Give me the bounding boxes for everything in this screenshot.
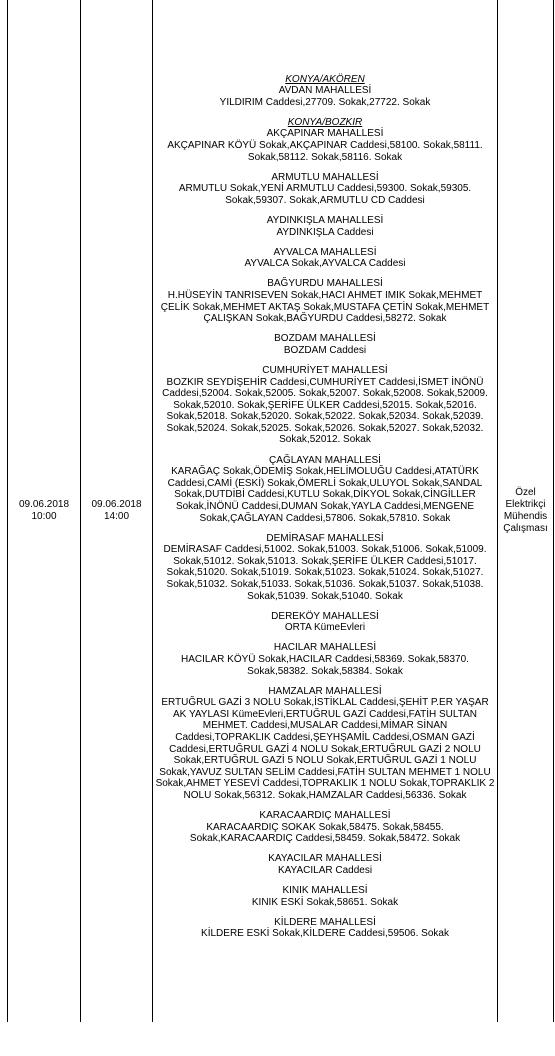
neighborhood-block: [153, 533, 497, 603]
neighborhood-name: AKÇAPINAR MAHALLESİ: [266, 128, 384, 140]
start-datetime-cell: [8, 0, 81, 1022]
street-list-line: Sokak,ÇAĞLAYAN Caddesi,57806. Sokak,57810. Sokak: [199, 512, 451, 524]
neighborhood-block: [153, 172, 497, 207]
street-list-line: AK YAYLASI KümeEvleri,ERTUĞRUL GAZİ Caddesi,FATİH SULTAN: [173, 708, 477, 720]
neighborhood-name: KARACAARDIÇ MAHALLESİ: [259, 810, 391, 822]
street-list-line: Sokak,52024. Sokak,52025. Sokak,52026. Sokak,52027. Sokak,52032.: [166, 422, 484, 434]
neighborhood-name: ARMUTLU MAHALLESİ: [271, 171, 379, 183]
description-line: Mühendis: [503, 511, 548, 522]
street-list-line: Sokak,52018. Sokak,52020. Sokak,52022. Sokak,52034. Sokak,52039.: [166, 411, 484, 423]
neighborhood-block: [153, 333, 497, 356]
street-list-line: Caddesi,CAMİ (ESKİ) Sokak,ÖMERLİ Sokak,ULUYOL Sokak,SANDAL: [167, 477, 483, 489]
neighborhood-name: DEMİRASAF MAHALLESİ: [266, 532, 384, 544]
neighborhood-name: KINIK MAHALLESİ: [282, 885, 368, 897]
street-list-line: ERTUĞRUL GAZİ 3 NOLU Sokak,İSTİKLAL Caddesi,ŞEHİT P.ER YAŞAR: [161, 697, 489, 709]
neighborhood-name: AYDINKIŞLA MAHALLESİ: [266, 214, 384, 226]
street-list-line: Sokak,52012. Sokak: [279, 434, 371, 446]
street-list-line: Sokak,52010. Sokak,ŞERİFE ÜLKER Caddesi,52015. Sokak,52016.: [173, 399, 477, 411]
street-list-line: ARMUTLU Sokak,YENİ ARMUTLU Caddesi,59300. Sokak,59305.: [178, 183, 472, 195]
neighborhood-name: BOZDAM MAHALLESİ: [274, 333, 376, 345]
neighborhood-name: HAMZALAR MAHALLESİ: [268, 685, 382, 697]
street-list-line: Sokak,51039. Sokak,51040. Sokak: [247, 590, 403, 602]
street-list-line: BOZKIR SEYDİŞEHİR Caddesi,CUMHURİYET Caddesi,İSMET İNÖNÜ: [166, 376, 484, 388]
neighborhood-name: BAĞYURDU MAHALLESİ: [267, 278, 383, 290]
neighborhood-name: DEREKÖY MAHALLESİ: [271, 610, 379, 622]
end-time: 14:00: [103, 511, 130, 522]
street-list-line: Sokak,58382. Sokak,58384. Sokak: [247, 665, 403, 677]
neighborhood-block: [153, 853, 497, 876]
neighborhood-name: KAYACILAR MAHALLESİ: [268, 853, 382, 865]
district-heading: KONYA/AKÖREN: [285, 73, 365, 85]
neighborhood-block: [153, 85, 497, 108]
street-list-line: MEHMET. Caddesi,MUSALAR Caddesi,MİMAR SİNAN: [202, 720, 448, 732]
street-list-line: KINIK ESKİ Sokak,58651. Sokak: [251, 896, 399, 908]
street-list-line: BOZDAM Caddesi: [283, 344, 367, 356]
district-heading: KONYA/BOZKIR: [287, 116, 363, 128]
neighborhood-block: [153, 215, 497, 238]
neighborhood-block: [153, 686, 497, 802]
neighborhood-block: [153, 885, 497, 908]
neighborhood-block: [153, 810, 497, 845]
street-list-line: NOLU Sokak,56312. Sokak,HAMZALAR Caddesi,56336. Sokak: [183, 790, 467, 802]
street-list-line: Sokak,58112. Sokak,58116. Sokak: [247, 151, 403, 163]
neighborhood-name: AVDAN MAHALLESİ: [278, 85, 372, 97]
street-list-line: Sokak,İNÖNÜ Caddesi,DUMAN Sokak,YAYLA Caddesi,MENGENE: [175, 500, 475, 512]
street-list-line: KİLDERE ESKİ Sokak,KİLDERE Caddesi,59506. Sokak: [201, 928, 449, 940]
neighborhood-block: [153, 611, 497, 634]
end-date: 09.06.2018: [91, 499, 142, 510]
neighborhood-block: [153, 278, 497, 324]
outage-table: [7, 0, 554, 1022]
street-list-line: AYDINKIŞLA Caddesi: [276, 226, 374, 238]
description-line: Özel: [515, 487, 536, 498]
start-time: 10:00: [31, 511, 57, 522]
street-list-line: Sokak,KARACAARDIÇ Caddesi,58459. Sokak,58472. Sokak: [189, 833, 461, 845]
street-list-line: Sokak,51020. Sokak,51019. Sokak,51023. Sokak,51024. Sokak,51027.: [166, 567, 484, 579]
neighborhood-block: [153, 642, 497, 677]
neighborhood-name: HACILAR MAHALLESİ: [273, 642, 377, 654]
end-datetime-cell: [81, 0, 153, 1022]
neighborhood-name: KİLDERE MAHALLESİ: [274, 916, 376, 928]
description-cell: [498, 0, 554, 1022]
street-list-line: Caddesi,TOPRAKLIK Caddesi,ŞEYHŞAMİL Caddesi,OSMAN GAZİ: [175, 732, 475, 744]
street-list-line: Sokak,51032. Sokak,51033. Sokak,51036. Sokak,51037. Sokak,51038.: [166, 579, 484, 591]
neighborhood-block: [153, 365, 497, 446]
street-list-line: AKÇAPINAR KÖYÜ Sokak,AKÇAPINAR Caddesi,58100. Sokak,58111.: [167, 140, 483, 152]
start-date: 09.06.2018: [18, 499, 70, 510]
street-list-line: DEMİRASAF Caddesi,51002. Sokak,51003. Sokak,51006. Sokak,51009.: [163, 544, 487, 556]
neighborhood-block: [153, 247, 497, 270]
street-list-line: Caddesi,52004. Sokak,52005. Sokak,52007. Sokak,52008. Sokak,52009.: [162, 388, 488, 400]
table-row: [8, 0, 554, 1022]
street-list-line: ORTA KümeEvleri: [284, 622, 366, 634]
street-list-line: KARAĞAÇ Sokak,ÖDEMİŞ Sokak,HELİMOLUĞU Caddesi,ATATÜRK: [171, 466, 479, 478]
street-list-line: Sokak,YAVUZ SULTAN SELİM Caddesi,FATİH SULTAN MEHMET 1 NOLU: [159, 766, 491, 778]
street-list-line: Caddesi,ERTUĞRUL GAZİ 4 NOLU Sokak,ERTUĞRUL GAZİ 2 NOLU: [169, 743, 481, 755]
neighborhood-name: AYVALCA MAHALLESİ: [273, 246, 377, 258]
street-list-line: Sokak,51012. Sokak,51013. Sokak,ŞERİFE ÜLKER Caddesi,51017.: [173, 555, 477, 567]
neighborhood-block: [153, 455, 497, 525]
street-list-line: Sokak,DUTDİBİ Caddesi,KUTLU Sokak,DİKYOL Sokak,CİNGİLLER: [174, 489, 476, 501]
neighborhood-block: [153, 917, 497, 940]
street-list-line: ÇELİK Sokak,MEHMET AKTAŞ Sokak,MUSTAFA ÇETİN Sokak,MEHMET: [160, 301, 490, 313]
street-list-line: HACILAR KÖYÜ Sokak,HACILAR Caddesi,58369. Sokak,58370.: [181, 653, 469, 665]
locations-cell: [153, 0, 498, 1022]
description-line: Elektrikçi: [505, 499, 546, 510]
street-list-line: KAYACILAR Caddesi: [277, 864, 373, 876]
street-list-line: YILDIRIM Caddesi,27709. Sokak,27722. Sokak: [219, 96, 431, 108]
neighborhood-block: [153, 128, 497, 163]
street-list-line: KARACAARDIÇ SOKAK Sokak,58475. Sokak,58455.: [206, 821, 444, 833]
neighborhood-name: ÇAĞLAYAN MAHALLESİ: [269, 454, 381, 466]
street-list-line: Sokak,AHMET YESEVİ Caddesi,TOPRAKLIK 1 NOLU Sokak,TOPRAKLIK 2: [155, 778, 495, 790]
street-list-line: ÇALIŞKAN Sokak,BAĞYURDU Caddesi,58272. Sokak: [203, 313, 447, 325]
street-list-line: AYVALCA Sokak,AYVALCA Caddesi: [244, 258, 406, 270]
street-list-line: Sokak,59307. Sokak,ARMUTLU CD Caddesi: [225, 194, 425, 206]
neighborhood-name: CUMHURİYET MAHALLESİ: [262, 364, 388, 376]
description-line: Çalışması: [503, 523, 548, 534]
street-list-line: H.HÜSEYİN TANRISEVEN Sokak,HACI AHMET IMIK Sokak,MEHMET: [167, 289, 483, 301]
street-list-line: Sokak,ERTUĞRUL GAZİ 5 NOLU Sokak,ERTUĞRUL GAZİ 1 NOLU: [173, 755, 477, 767]
